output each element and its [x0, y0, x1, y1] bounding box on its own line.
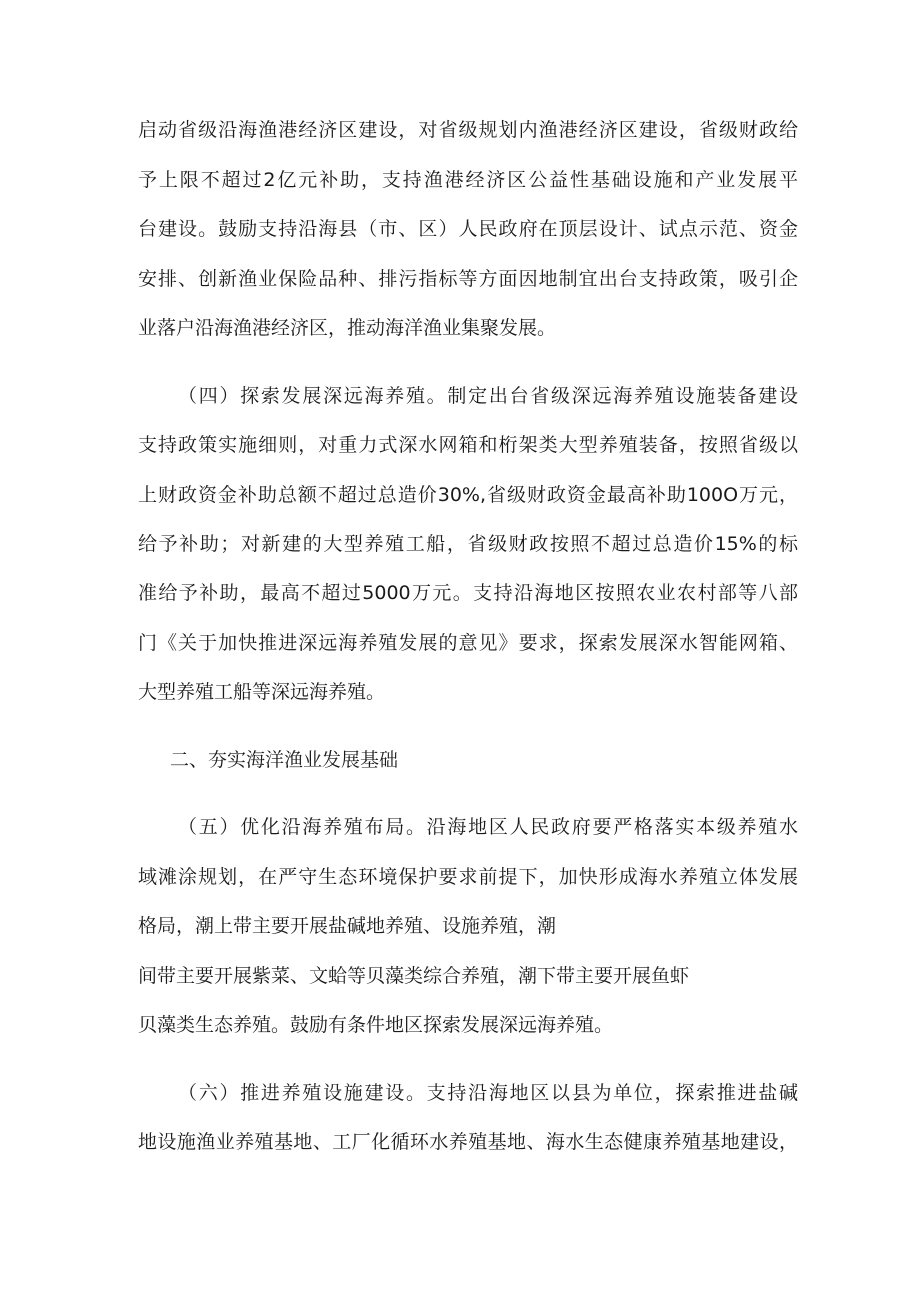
paragraph-line: 门《关于加快推进深远海养殖发展的意见》要求，探索发展深水智能网箱、: [138, 632, 798, 654]
paragraph-line: 格局，潮上带主要开展盐碱地养殖、设施养殖，潮: [138, 915, 557, 937]
paragraph-line: （五）优化沿海养殖布局。沿海地区人民政府要严格落实本级养殖水: [178, 816, 798, 838]
paragraph-line: 准给予补助，最高不超过5000万元。支持沿海地区按照农业农村部等八部: [138, 582, 798, 604]
section-heading: 二、夯实海洋渔业发展基础: [170, 749, 399, 771]
paragraph-line: （四）探索发展深远海养殖。制定出台省级深远海养殖设施装备建设: [178, 385, 798, 407]
paragraph-line: （六）推进养殖设施建设。支持沿海地区以县为单位，探索推进盐碱: [178, 1082, 798, 1104]
paragraph-line: 地设施渔业养殖基地、工厂化循环水养殖基地、海水生态健康养殖基地建设，: [138, 1131, 798, 1153]
paragraph-line: 间带主要开展紫菜、文蛤等贝藻类综合养殖，潮下带主要开展鱼虾: [138, 965, 690, 987]
paragraph-line: 安排、创新渔业保险品种、排污指标等方面因地制宜出台支持政策，吸引企: [138, 268, 798, 290]
paragraph-line: 域滩涂规划，在严守生态环境保护要求前提下，加快形成海水养殖立体发展: [138, 866, 798, 888]
paragraph-line: 启动省级沿海渔港经济区建设，对省级规划内渔港经济区建设，省级财政给: [138, 119, 798, 141]
paragraph-line: 给予补助；对新建的大型养殖工船，省级财政按照不超过总造价15%的标: [138, 533, 798, 555]
paragraph-line: 台建设。鼓励支持沿海县（市、区）人民政府在顶层设计、试点示范、资金: [138, 218, 798, 240]
paragraph-line: 上财政资金补助总额不超过总造价30%,省级财政资金最高补助100O万元，: [138, 484, 798, 506]
paragraph-line: 大型养殖工船等深远海养殖。: [138, 681, 386, 703]
paragraph-line: 贝藻类生态养殖。鼓励有条件地区探索发展深远海养殖。: [138, 1014, 614, 1036]
paragraph-line: 业落户沿海渔港经济区，推动海洋渔业集聚发展。: [138, 317, 557, 339]
paragraph-line: 支持政策实施细则，对重力式深水网箱和桁架类大型养殖装备，按照省级以: [138, 434, 798, 456]
paragraph-line: 予上限不超过2亿元补助，支持渔港经济区公益性基础设施和产业发展平: [138, 169, 798, 191]
